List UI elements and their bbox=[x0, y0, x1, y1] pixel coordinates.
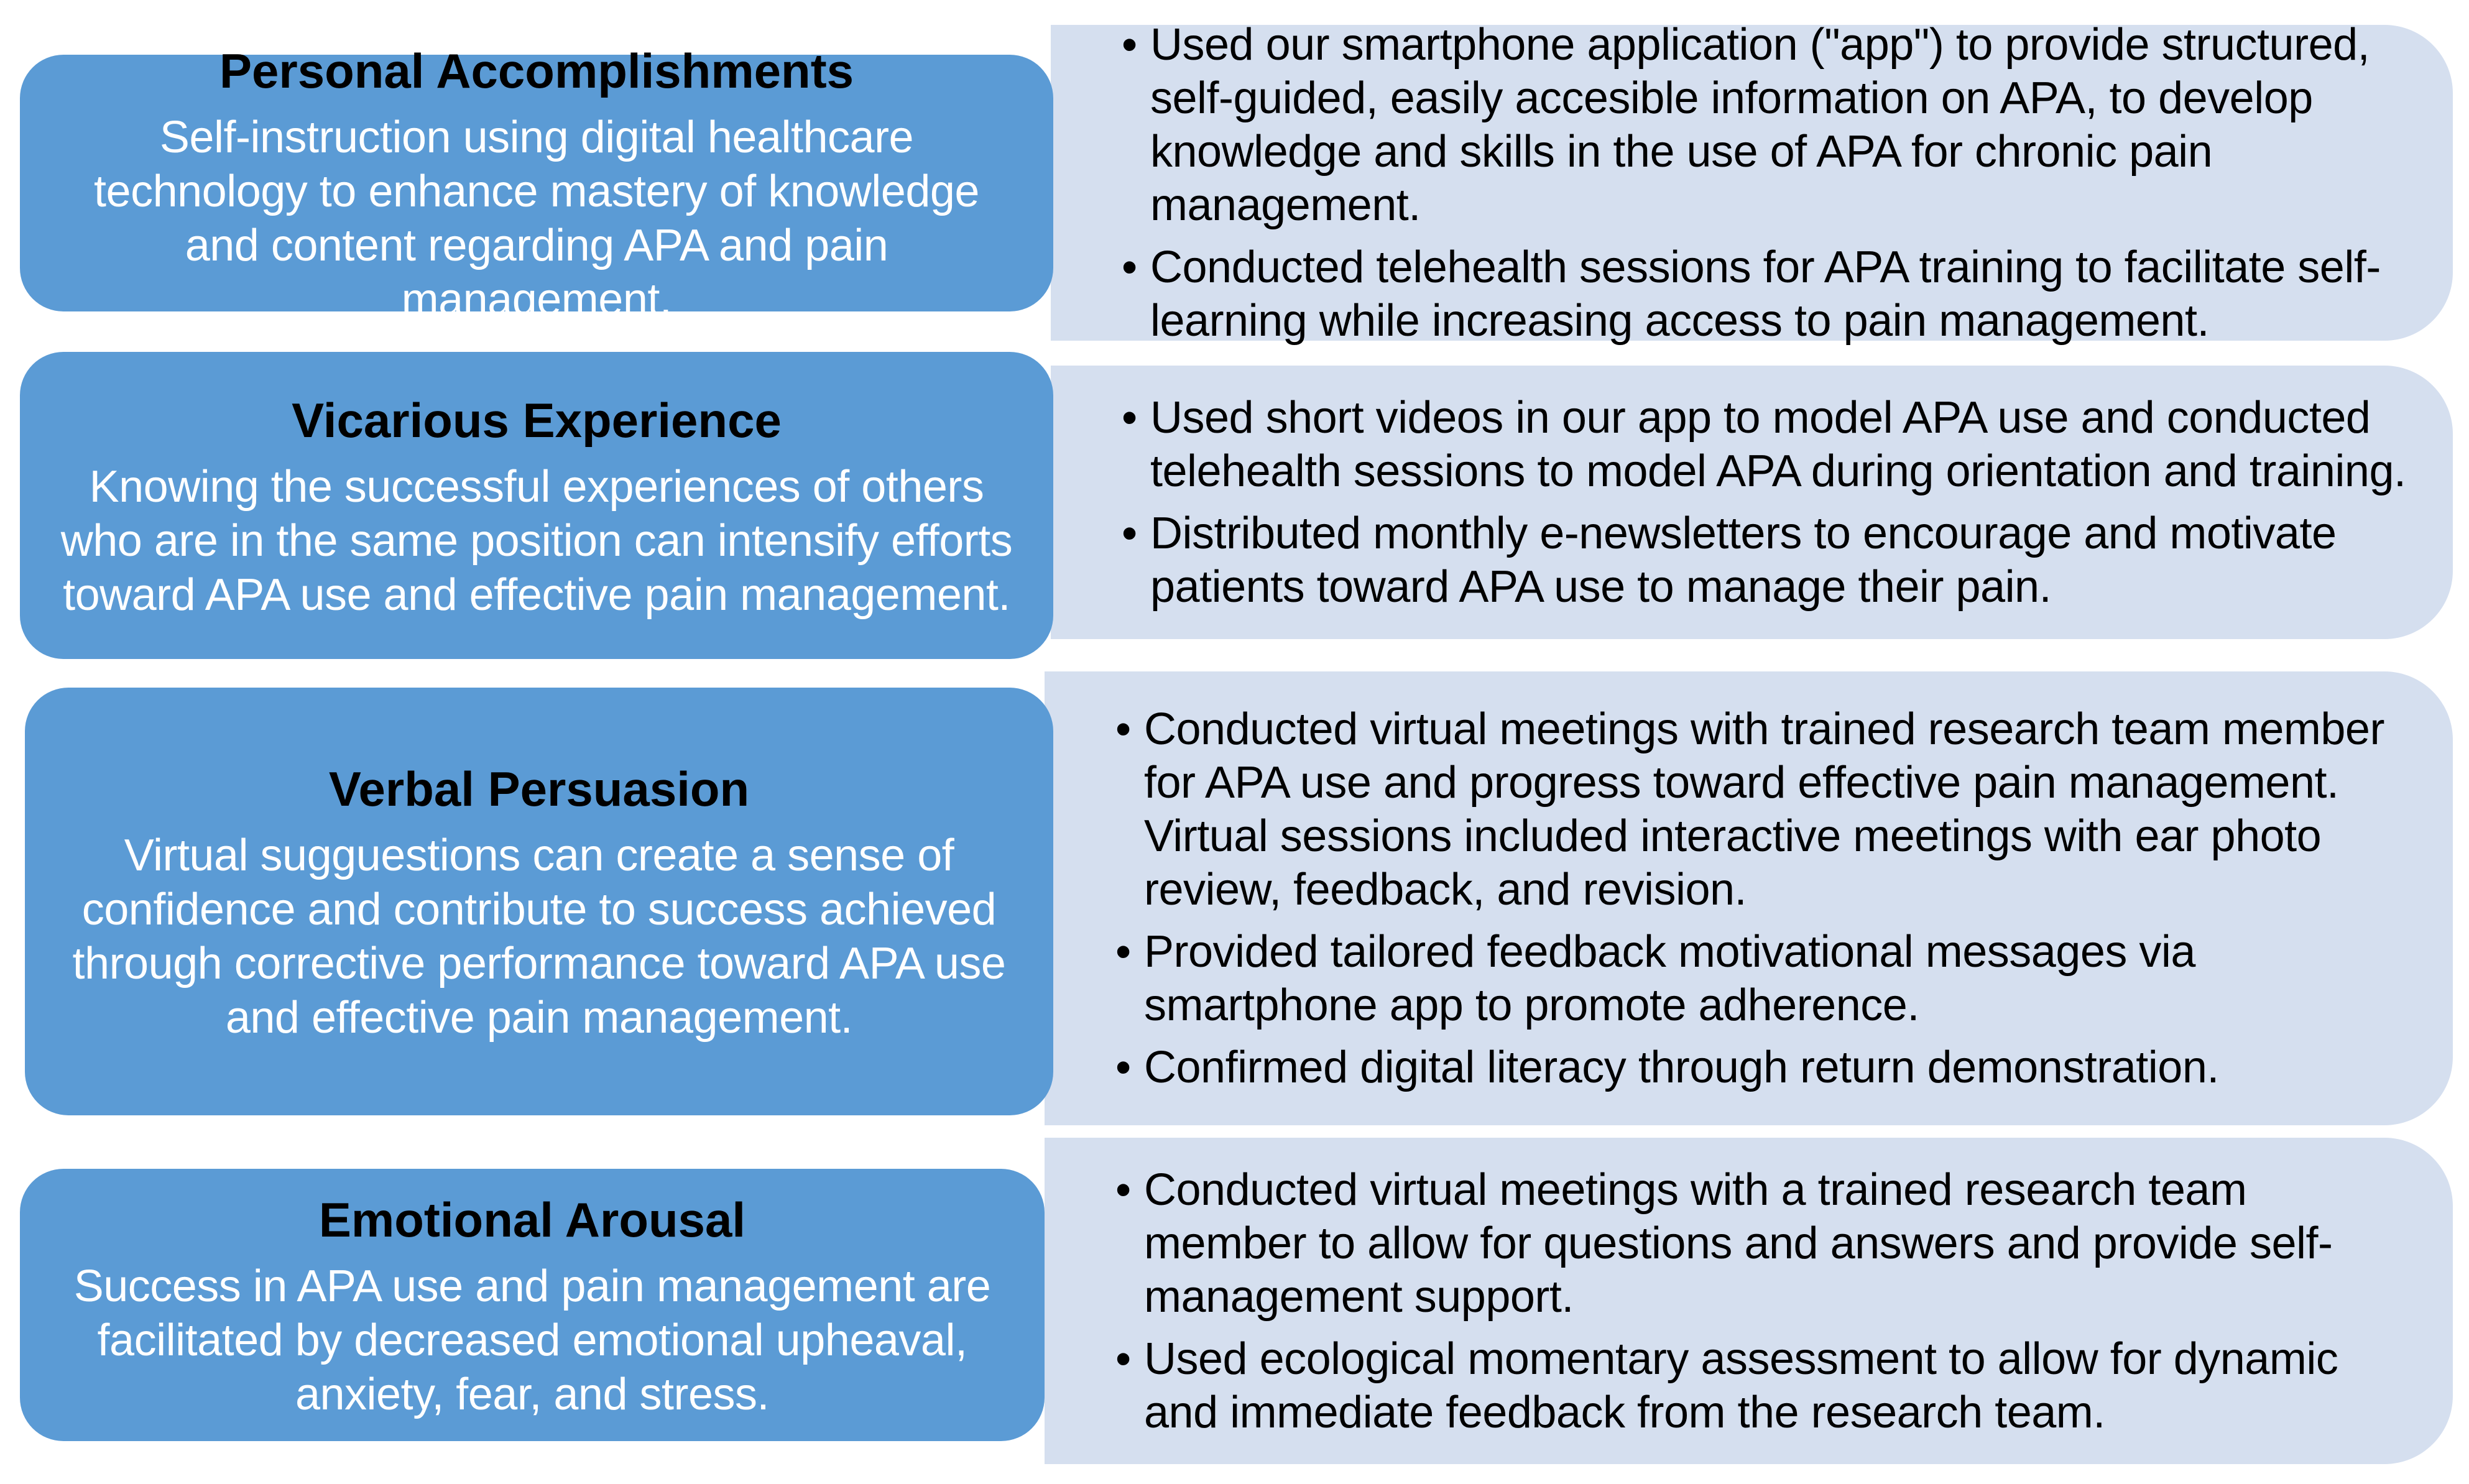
bullet-text: Used our smartphone application ("app") to provide structured, self-guided, easily accesible information on APA, to develop knowledge and skills in the use of APA for chronic pain management. bbox=[1150, 20, 2370, 230]
bullet-item bbox=[1122, 241, 2416, 348]
verbal-persuasion-bullet-list bbox=[1115, 703, 2416, 1094]
bullet-text: Conducted virtual meetings with trained research team member for APA use and progress toward effective pain management. Virtual sessions included interactive meetings with ear photo review, feedback, and revision. bbox=[1144, 704, 2384, 915]
personal-accomplishments-detail-box bbox=[1051, 20, 2453, 346]
bullet-item bbox=[1115, 1332, 2416, 1439]
bullet-dot: • bbox=[1115, 1164, 1131, 1215]
emotional-arousal-bullet-list bbox=[1115, 1163, 2416, 1439]
bullet-item bbox=[1115, 1163, 2416, 1324]
emotional-arousal-description: Success in APA use and pain management are facilitated by decreased emotional upheaval, anxiety, fear, and stress. bbox=[73, 1261, 991, 1419]
bullet-dot: • bbox=[1122, 509, 1137, 558]
bullet-item bbox=[1122, 18, 2416, 232]
vicarious-experience-description: Knowing the successful experiences of others who are in the same position can intensify efforts toward APA use and effective pain management. bbox=[60, 461, 1013, 620]
bullet-item bbox=[1122, 391, 2416, 498]
bullet-text: Used ecological momentary assessment to allow for dynamic and immediate feedback from the research team. bbox=[1144, 1334, 2338, 1437]
emotional-arousal-detail-box bbox=[1045, 1138, 2453, 1464]
bullet-text: Used short videos in our app to model APA use and conducted telehealth sessions to model APA during orientation and training. bbox=[1150, 393, 2406, 496]
bullet-item bbox=[1115, 703, 2416, 916]
bullet-text: Distributed monthly e-newsletters to encourage and motivate patients toward APA use to manage their pain. bbox=[1150, 509, 2337, 612]
vicarious-experience-detail-box bbox=[1051, 366, 2453, 639]
bullet-item bbox=[1115, 1041, 2416, 1094]
bullet-dot: • bbox=[1122, 20, 1137, 70]
bullet-dot: • bbox=[1115, 1043, 1131, 1092]
vicarious-experience-box bbox=[20, 352, 1053, 659]
bullet-dot: • bbox=[1115, 704, 1131, 754]
bullet-dot: • bbox=[1115, 927, 1131, 977]
personal-accomplishments-bullet-list bbox=[1122, 18, 2416, 348]
verbal-persuasion-description: Virtual sugguestions can create a sense of confidence and contribute to success achieved through corrective performance toward APA use and effective pain management. bbox=[72, 831, 1006, 1043]
personal-accomplishments-description: Self-instruction using digital healthcare technology to enhance mastery of knowledge and content regarding APA and pain management. bbox=[94, 112, 979, 325]
bullet-text: Conducted virtual meetings with a trained research team member to allow for questions and answers and provide self-management support. bbox=[1144, 1164, 2333, 1322]
personal-accomplishments-title: Personal Accomplishments bbox=[219, 43, 854, 98]
vicarious-experience-title: Vicarious Experience bbox=[292, 392, 782, 448]
bullet-item bbox=[1122, 507, 2416, 614]
bullet-dot: • bbox=[1122, 242, 1137, 292]
emotional-arousal-box bbox=[20, 1169, 1045, 1441]
bullet-dot: • bbox=[1122, 393, 1137, 443]
bullet-text: Provided tailored feedback motivational messages via smartphone app to promote adherence. bbox=[1144, 927, 2195, 1030]
personal-accomplishments-box bbox=[20, 43, 1053, 325]
emotional-arousal-title: Emotional Arousal bbox=[318, 1192, 746, 1247]
vicarious-experience-bullet-list bbox=[1122, 391, 2416, 614]
bullet-text: Confirmed digital literacy through return demonstration. bbox=[1144, 1043, 2219, 1092]
bullet-dot: • bbox=[1115, 1334, 1131, 1384]
verbal-persuasion-title: Verbal Persuasion bbox=[328, 762, 750, 816]
bullet-item bbox=[1115, 925, 2416, 1032]
bullet-text: Conducted telehealth sessions for APA training to facilitate self-learning while increasing access to pain management. bbox=[1150, 242, 2381, 346]
verbal-persuasion-detail-box bbox=[1045, 671, 2453, 1125]
verbal-persuasion-box bbox=[25, 688, 1053, 1115]
